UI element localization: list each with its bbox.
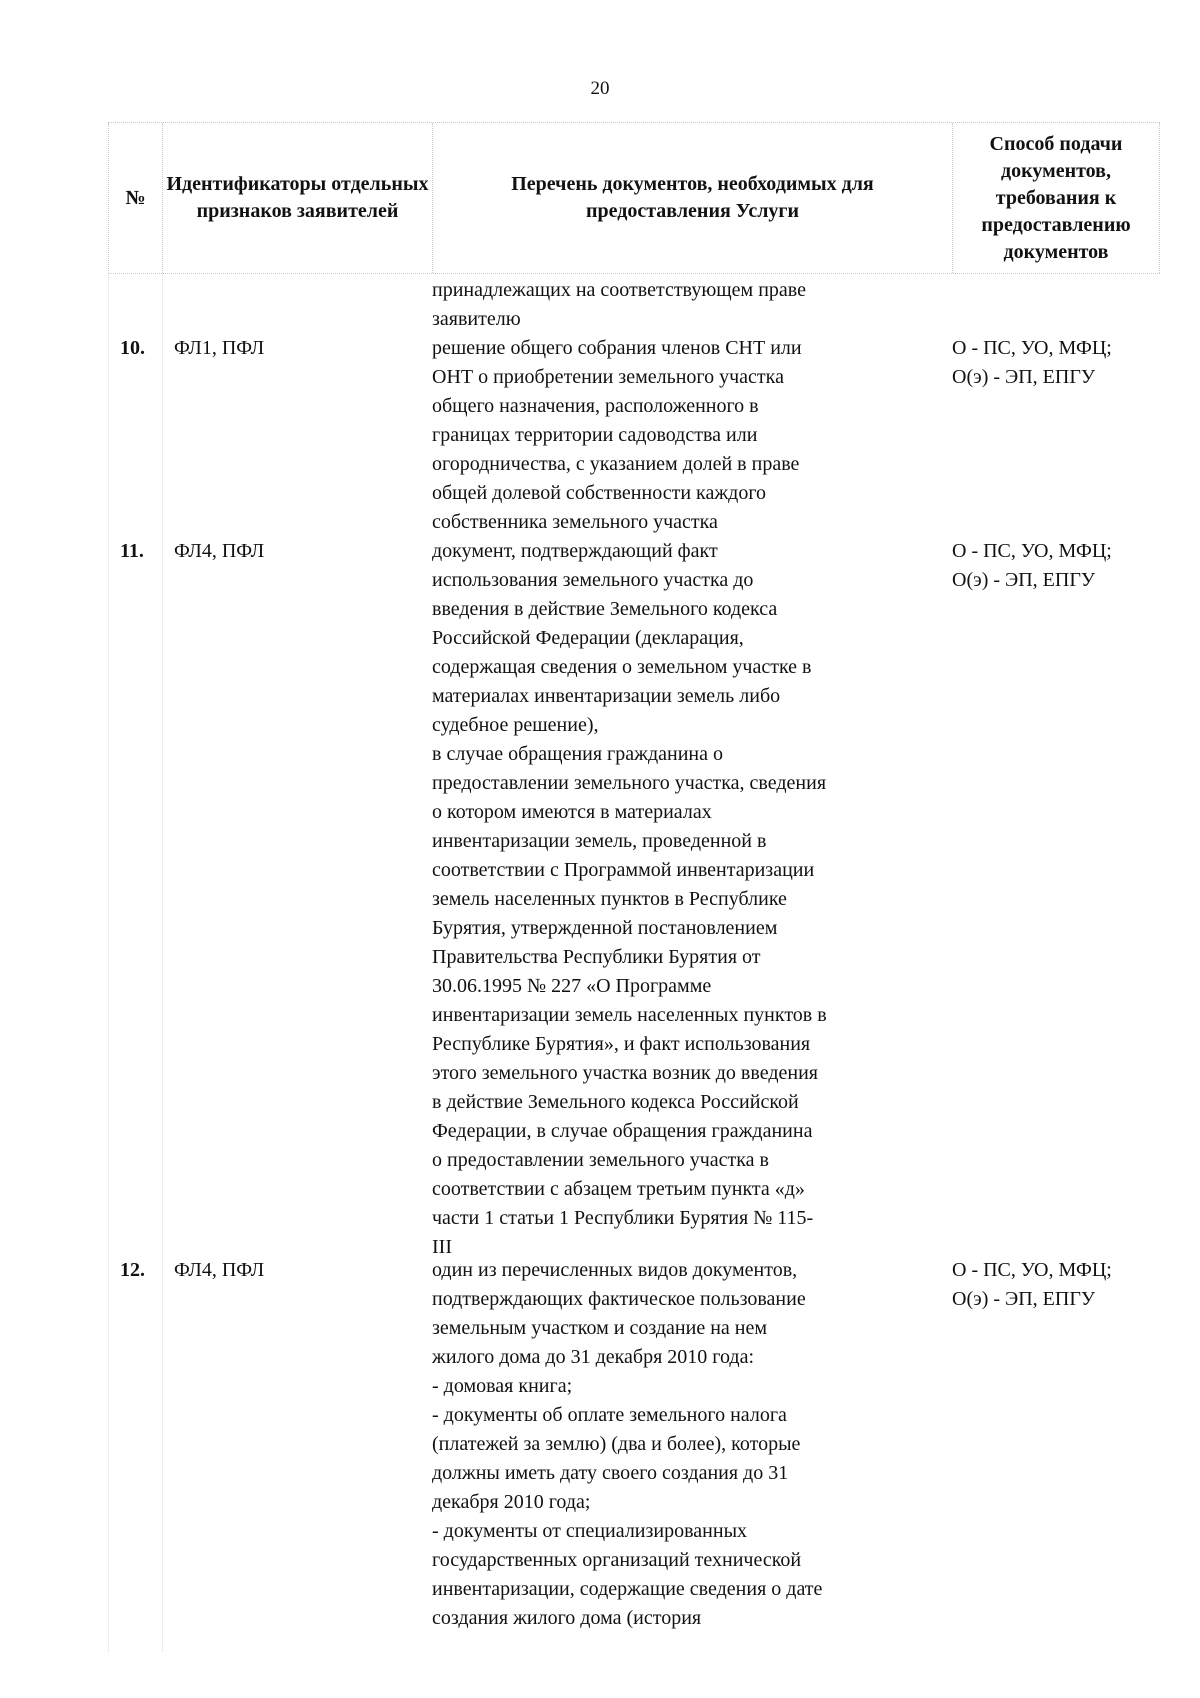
row-documents: один из перечисленных видов документов, подтверждающих фактическое пользование земельным участком и создание на нем жилого дома до 31 декабря 2010 года: - домовая книга; - документы об оплате земельного налога (платежей за землю) (два и более), которые должны иметь дату своего создания до 31 декабря 2010 года; - документы от специализированных государственных организаций технической инвентаризации, содержащие сведения о дате создания жилого дома (история bbox=[432, 1259, 823, 1629]
column-divider bbox=[162, 272, 163, 1652]
row-method: О - ПС, УО, МФЦ; О(э) - ЭП, ЕПГУ bbox=[952, 337, 1112, 388]
table-header bbox=[108, 122, 1160, 274]
column-divider bbox=[108, 272, 109, 1652]
header-method: Способ подачи документов, требования к предоставлению документов bbox=[952, 123, 1160, 273]
continuation-text: принадлежащих на соответствующем праве заявителю bbox=[432, 279, 806, 330]
row-identifiers: ФЛ1, ПФЛ bbox=[174, 337, 265, 359]
header-num: № bbox=[108, 123, 162, 273]
header-documents: Перечень документов, необходимых для предоставления Услуги bbox=[432, 123, 952, 273]
row-number: 10. bbox=[120, 337, 145, 359]
row-number: 12. bbox=[120, 1259, 145, 1281]
row-documents: решение общего собрания членов СНТ или ОНТ о приобретении земельного участка общего назначения, расположенного в границах территории садоводства или огородничества, с указанием долей в праве общей долевой собственности каждого собственника земельного участка bbox=[432, 337, 802, 533]
row-method: О - ПС, УО, МФЦ; О(э) - ЭП, ЕПГУ bbox=[952, 540, 1112, 591]
row-number: 11. bbox=[120, 540, 144, 562]
row-identifiers: ФЛ4, ПФЛ bbox=[174, 540, 265, 562]
header-identifiers: Идентификаторы отдельных признаков заявителей bbox=[162, 123, 432, 273]
page-number: 20 bbox=[590, 78, 610, 99]
row-documents: документ, подтверждающий факт использования земельного участка до введения в действие Земельного кодекса Российской Федерации (декларация, содержащая сведения о земельном участке в материалах инвентаризации земель либо судебное решение), в случае обращения гражданина о предоставлении земельного участка, сведения о котором имеются в материалах инвентаризации земель, проведенной в соответствии с Программой инвентаризации земель населенных пунктов в Республике Бурятия, утвержденной постановлением Правительства Республики Бурятия от 30.06.1995 № 227 «О Программе инвентаризации земель населенных пунктов в Республике Бурятия», и факт использования этого земельного участка возник до введения в действие Земельного кодекса Российской Федерации, в случае обращения гражданина о предоставлении земельного участка в соответствии с абзацем третьим пункта «д» части 1 статьи 1 Республики Бурятия № 115- III bbox=[432, 540, 827, 1258]
row-method: О - ПС, УО, МФЦ; О(э) - ЭП, ЕПГУ bbox=[952, 1259, 1112, 1310]
row-identifiers: ФЛ4, ПФЛ bbox=[174, 1259, 265, 1281]
